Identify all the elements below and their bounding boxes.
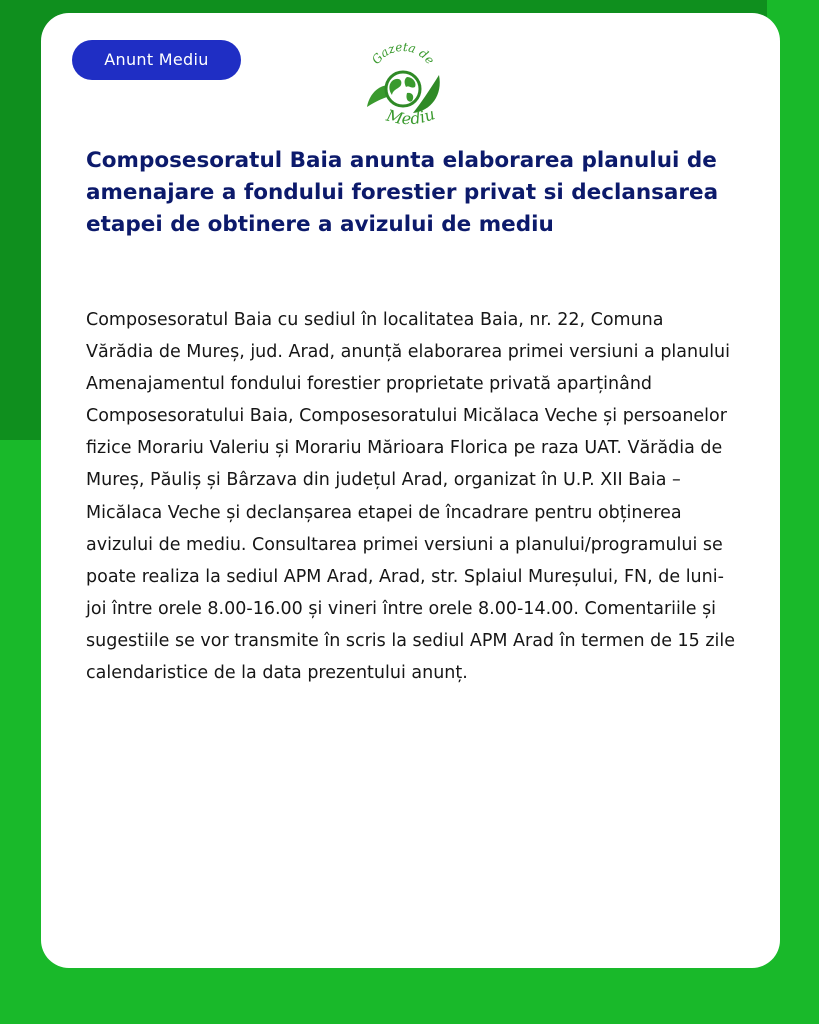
article-headline: Composesoratul Baia anunta elaborarea planului de amenajare a fondului forestier privat si declansarea etapei de obtinere a avizului de mediu: [86, 148, 719, 237]
logo-text-top: Gazeta de: [368, 39, 438, 67]
gazeta-de-mediu-logo: [359, 37, 447, 129]
category-badge: Anunt Mediu: [72, 40, 241, 80]
article-body: Composesoratul Baia cu sediul în localitatea Baia, nr. 22, Comuna Vărădia de Mureș, jud. Arad, anunță elaborarea primei versiuni a planului Amenajamentul fondului forestier proprietate privată aparținând Composesoratului Baia, Composesoratului Micălaca Veche și persoanelor fizice Morariu Valeriu și Morariu Mărioara Florica pe raza UAT. Vărădia de Mureș, Păuliș și Bârzava din județul Arad, organizat în U.P. XII Baia – Micălaca Veche și declanșarea etapei de încadrare pentru obținerea avizului de mediu. Consultarea primei versiuni a planului/programului se poate realiza la sediul APM Arad, Arad, str. Splaiul Mureșului, FN, de luni-joi între orele 8.00-16.00 și vineri între orele 8.00-14.00. Comentariile și sugestiile se vor transmite în scris la sediul APM Arad în termen de 15 zile calendaristice de la data prezentului anunț.: [86, 310, 736, 684]
announcement-card: [41, 13, 780, 968]
globe-icon: [386, 72, 420, 106]
logo-text-bottom: Mediu: [384, 104, 438, 129]
